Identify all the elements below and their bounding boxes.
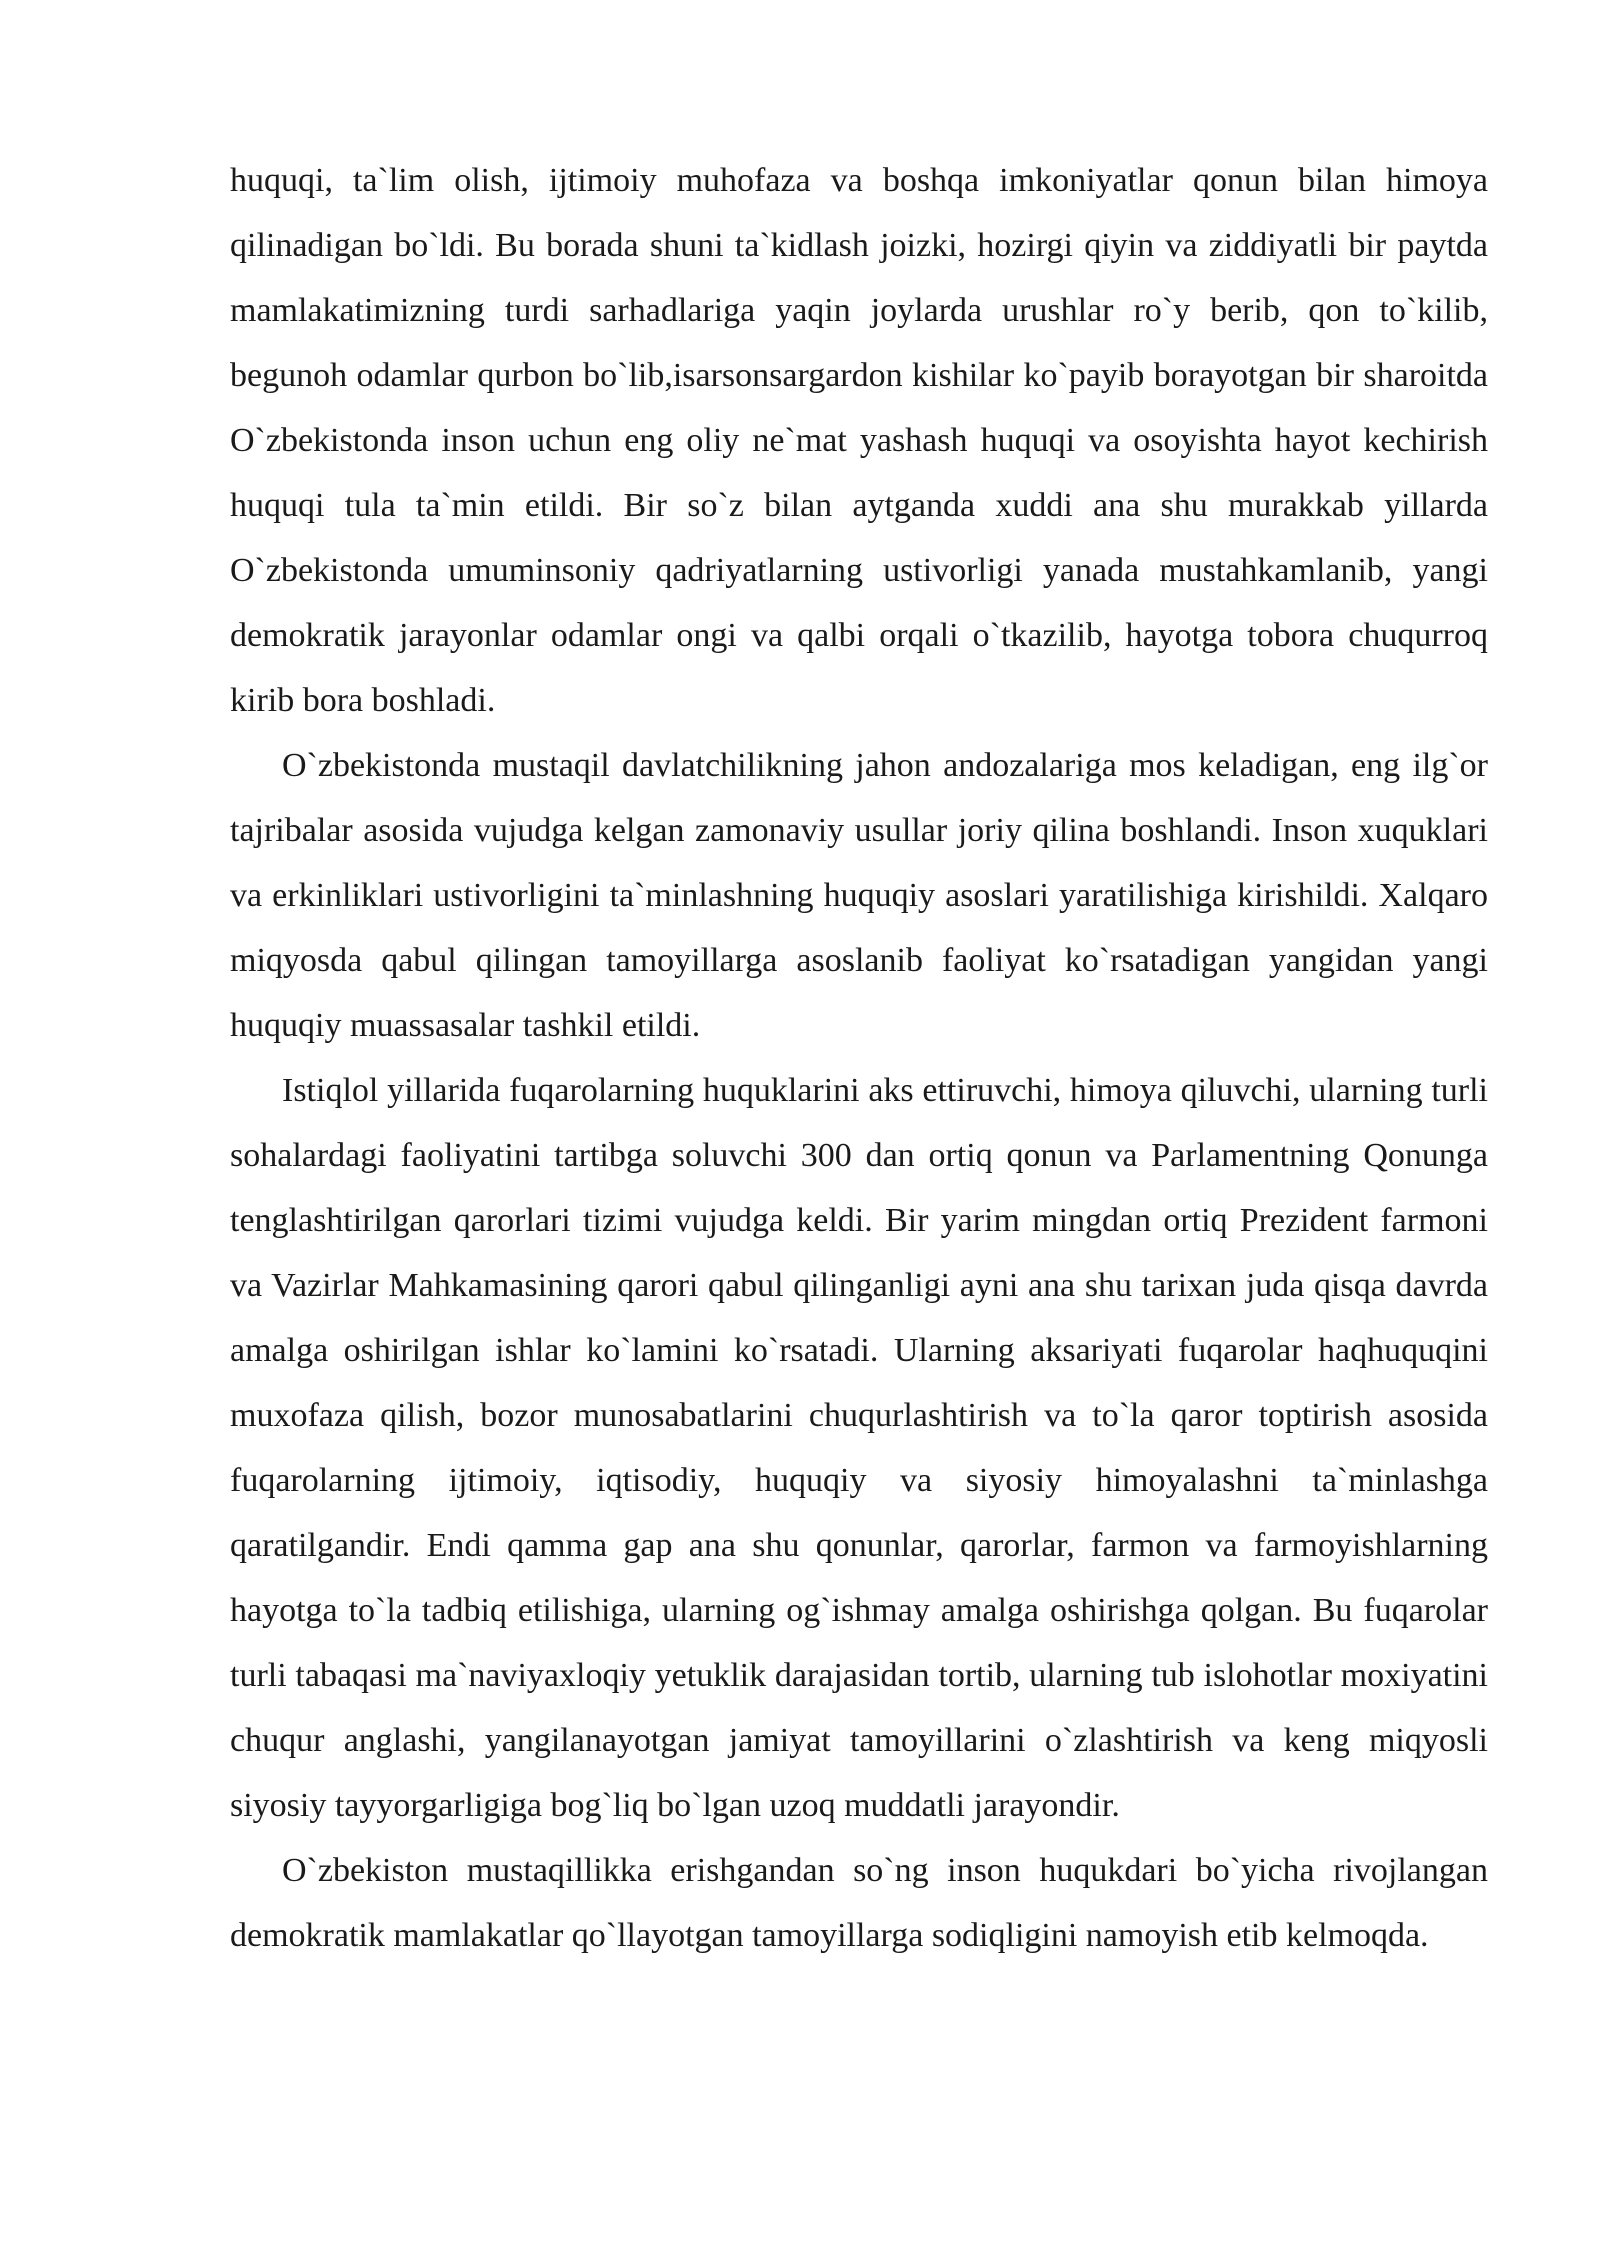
paragraph-continuation: huquqi, ta`lim olish, ijtimoiy muhofaza va boshqa imkoniyatlar qonun bilan himoya qilinadigan bo`ldi. Bu borada shuni ta`kidlash joizki, hozirgi qiyin va ziddiyatli bir paytda mamlakatimizning turdi sarhadlariga yaqin joylarda urushlar ro`y berib, qon to`kilib, begunoh odamlar qurbon bo`lib,isarsonsargardon kishilar ko`payib borayotgan bir sharoitda O`zbekistonda inson uchun eng oliy ne`mat yashash huquqi va osoyishta hayot kechirish huquqi tula ta`min etildi. Bir so`z bilan aytganda xuddi ana shu murakkab yillarda O`zbekistonda umuminsoniy qadriyatlarning ustivorligi yanada mustahkamlanib, yangi demokratik jarayonlar odamlar ongi va qalbi orqali o`tkazilib, hayotga tobora chuqurroq kirib bora boshladi. <box>230 162 1488 719</box>
paragraph: O`zbekiston mustaqillikka erishgandan so`ng inson huqukdari bo`yicha rivojlangan demokratik mamlakatlar qo`llayotgan tamoyillarga sodiqligini namoyish etib kelmoqda. <box>230 1852 1488 1954</box>
paragraph: Istiqlol yillarida fuqarolarning huquklarini aks ettiruvchi, himoya qiluvchi, ularning turli sohalardagi faoliyatini tartibga soluvchi 300 dan ortiq qonun va Parlamentning Qonunga tenglashtirilgan qarorlari tizimi vujudga keldi. Bir yarim mingdan ortiq Prezident farmoni va Vazirlar Mahkamasining qarori qabul qilinganligi ayni ana shu tarixan juda qisqa davrda amalga oshirilgan ishlar ko`lamini ko`rsatadi. Ularning aksariyati fuqarolar haqhuquqini muxofaza qilish, bozor munosabatlarini chuqurlashtirish va to`la qaror toptirish asosida fuqarolarning ijtimoiy, iqtisodiy, huquqiy va siyosiy himoyalashni ta`minlashga qaratilgandir. Endi qamma gap ana shu qonunlar, qarorlar, farmon va farmoyishlarning hayotga to`la tadbiq etilishiga, ularning og`ishmay amalga oshirishga qolgan. Bu fuqarolar turli tabaqasi ma`naviyaxloqiy yetuklik darajasidan tortib, ularning tub islohotlar moxiyatini chuqur anglashi, yangilanayotgan jamiyat tamoyillarini o`zlashtirish va keng miqyosli siyosiy tayyorgarligiga bog`liq bo`lgan uzoq muddatli jarayondir. <box>230 1072 1488 1824</box>
paragraph: O`zbekistonda mustaqil davlatchilikning jahon andozalariga mos keladigan, eng ilg`or tajribalar asosida vujudga kelgan zamonaviy usullar joriy qilina boshlandi. Inson xuquklari va erkinliklari ustivorligini ta`minlashning huquqiy asoslari yaratilishiga kirishildi. Xalqaro miqyosda qabul qilingan tamoyillarga asoslanib faoliyat ko`rsatadigan yangidan yangi huquqiy muassasalar tashkil etildi. <box>230 747 1488 1044</box>
document-body <box>230 148 1488 1968</box>
